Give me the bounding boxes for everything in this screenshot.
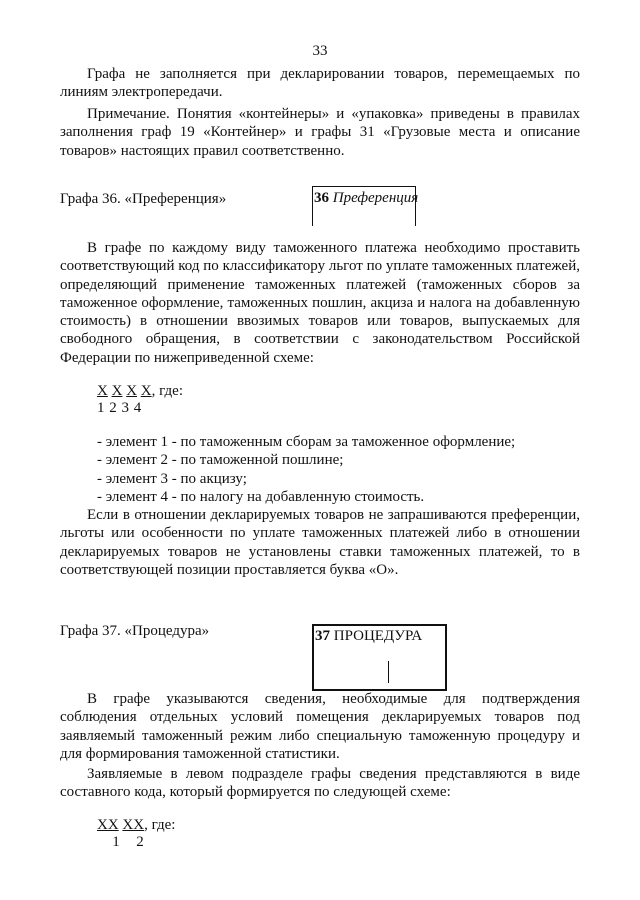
scheme-num: 2 xyxy=(109,400,118,416)
list-item: - элемент 3 - по акцизу; xyxy=(97,470,247,487)
scheme-x: Х xyxy=(111,383,123,399)
scheme-x: Х xyxy=(140,383,152,399)
scheme-x: Х xyxy=(126,383,138,399)
list-item: - элемент 4 - по налогу на добавленную стоимость. xyxy=(97,488,425,505)
scheme2 xyxy=(97,817,175,851)
scheme-num: 4 xyxy=(133,400,142,416)
box36-label: Графа 36. «Преференция» xyxy=(60,191,227,207)
list-item: - элемент 1 - по таможенным сборам за таможенное оформление; xyxy=(97,434,516,450)
scheme-num: 1 xyxy=(97,400,105,416)
scheme-suffix: , где: xyxy=(144,817,176,833)
box37-label: Графа 37. «Процедура» xyxy=(60,623,210,639)
scheme-num: 1 xyxy=(112,834,120,850)
paragraph: Графа не заполняется при декларировании товаров, перемещаемых по линиям электропередачи. xyxy=(60,66,580,101)
scheme-suffix: , где: xyxy=(151,383,183,399)
paragraph: Если в отношении декларируемых товаров не запрашиваются преференции, льготы или особенности по уплате таможенных платежей либо в отношении декларируемых товаров не установлены ставки таможенных платежей, то в соответствующей позиции проставляется буква «О». xyxy=(60,507,580,578)
paragraph: Заявляемые в левом подразделе графы сведения представляются в виде составного кода, который формируется по следующей схеме: xyxy=(60,766,580,801)
box36-preference xyxy=(312,186,419,226)
box37-number: 37 xyxy=(315,628,330,644)
list-item: - элемент 2 - по таможенной пошлине; xyxy=(97,452,344,469)
box37-divider xyxy=(388,661,389,683)
scheme-num: 3 xyxy=(121,400,130,416)
scheme1 xyxy=(97,383,183,417)
paragraph: В графе по каждому виду таможенного платежа необходимо проставить соответствующий код по классификатору льгот по уплате таможенных платежей, определяющий применение таможенных платежей (таможенных сборов за таможенное оформление, таможенных пошлин, акциза и налога на добавленную стоимость) в отношении ввозимых товаров или товаров, выпускаемых для свободного обращения, в соответствии с законодательством Российской Федерации по нижеприведенной схеме: xyxy=(60,240,580,366)
scheme-x: Х xyxy=(97,383,108,399)
box36-title: Преференция xyxy=(332,190,419,206)
element-list xyxy=(97,433,580,506)
note-paragraph: Примечание. Понятия «контейнеры» и «упаковка» приведены в правилах заполнения граф 19 «Контейнер» и графы 31 «Грузовые места и описание товаров» настоящих правил соответственно. xyxy=(60,106,580,159)
box36-number: 36 xyxy=(314,190,329,206)
box37-procedure xyxy=(312,624,447,691)
scheme-num: 2 xyxy=(136,834,144,850)
page-number: 33 xyxy=(312,43,328,59)
paragraph: В графе указываются сведения, необходимые для подтверждения соблюдения отдельных условий помещения декларируемых товаров под заявляемый таможенный режим либо специальную таможенную процедуру и для формирования таможенной статистики. xyxy=(60,691,580,762)
box37-title: ПРОЦЕДУРА xyxy=(333,628,423,644)
scheme-x: ХХ xyxy=(122,817,145,833)
scheme-x: ХХ xyxy=(97,817,119,833)
